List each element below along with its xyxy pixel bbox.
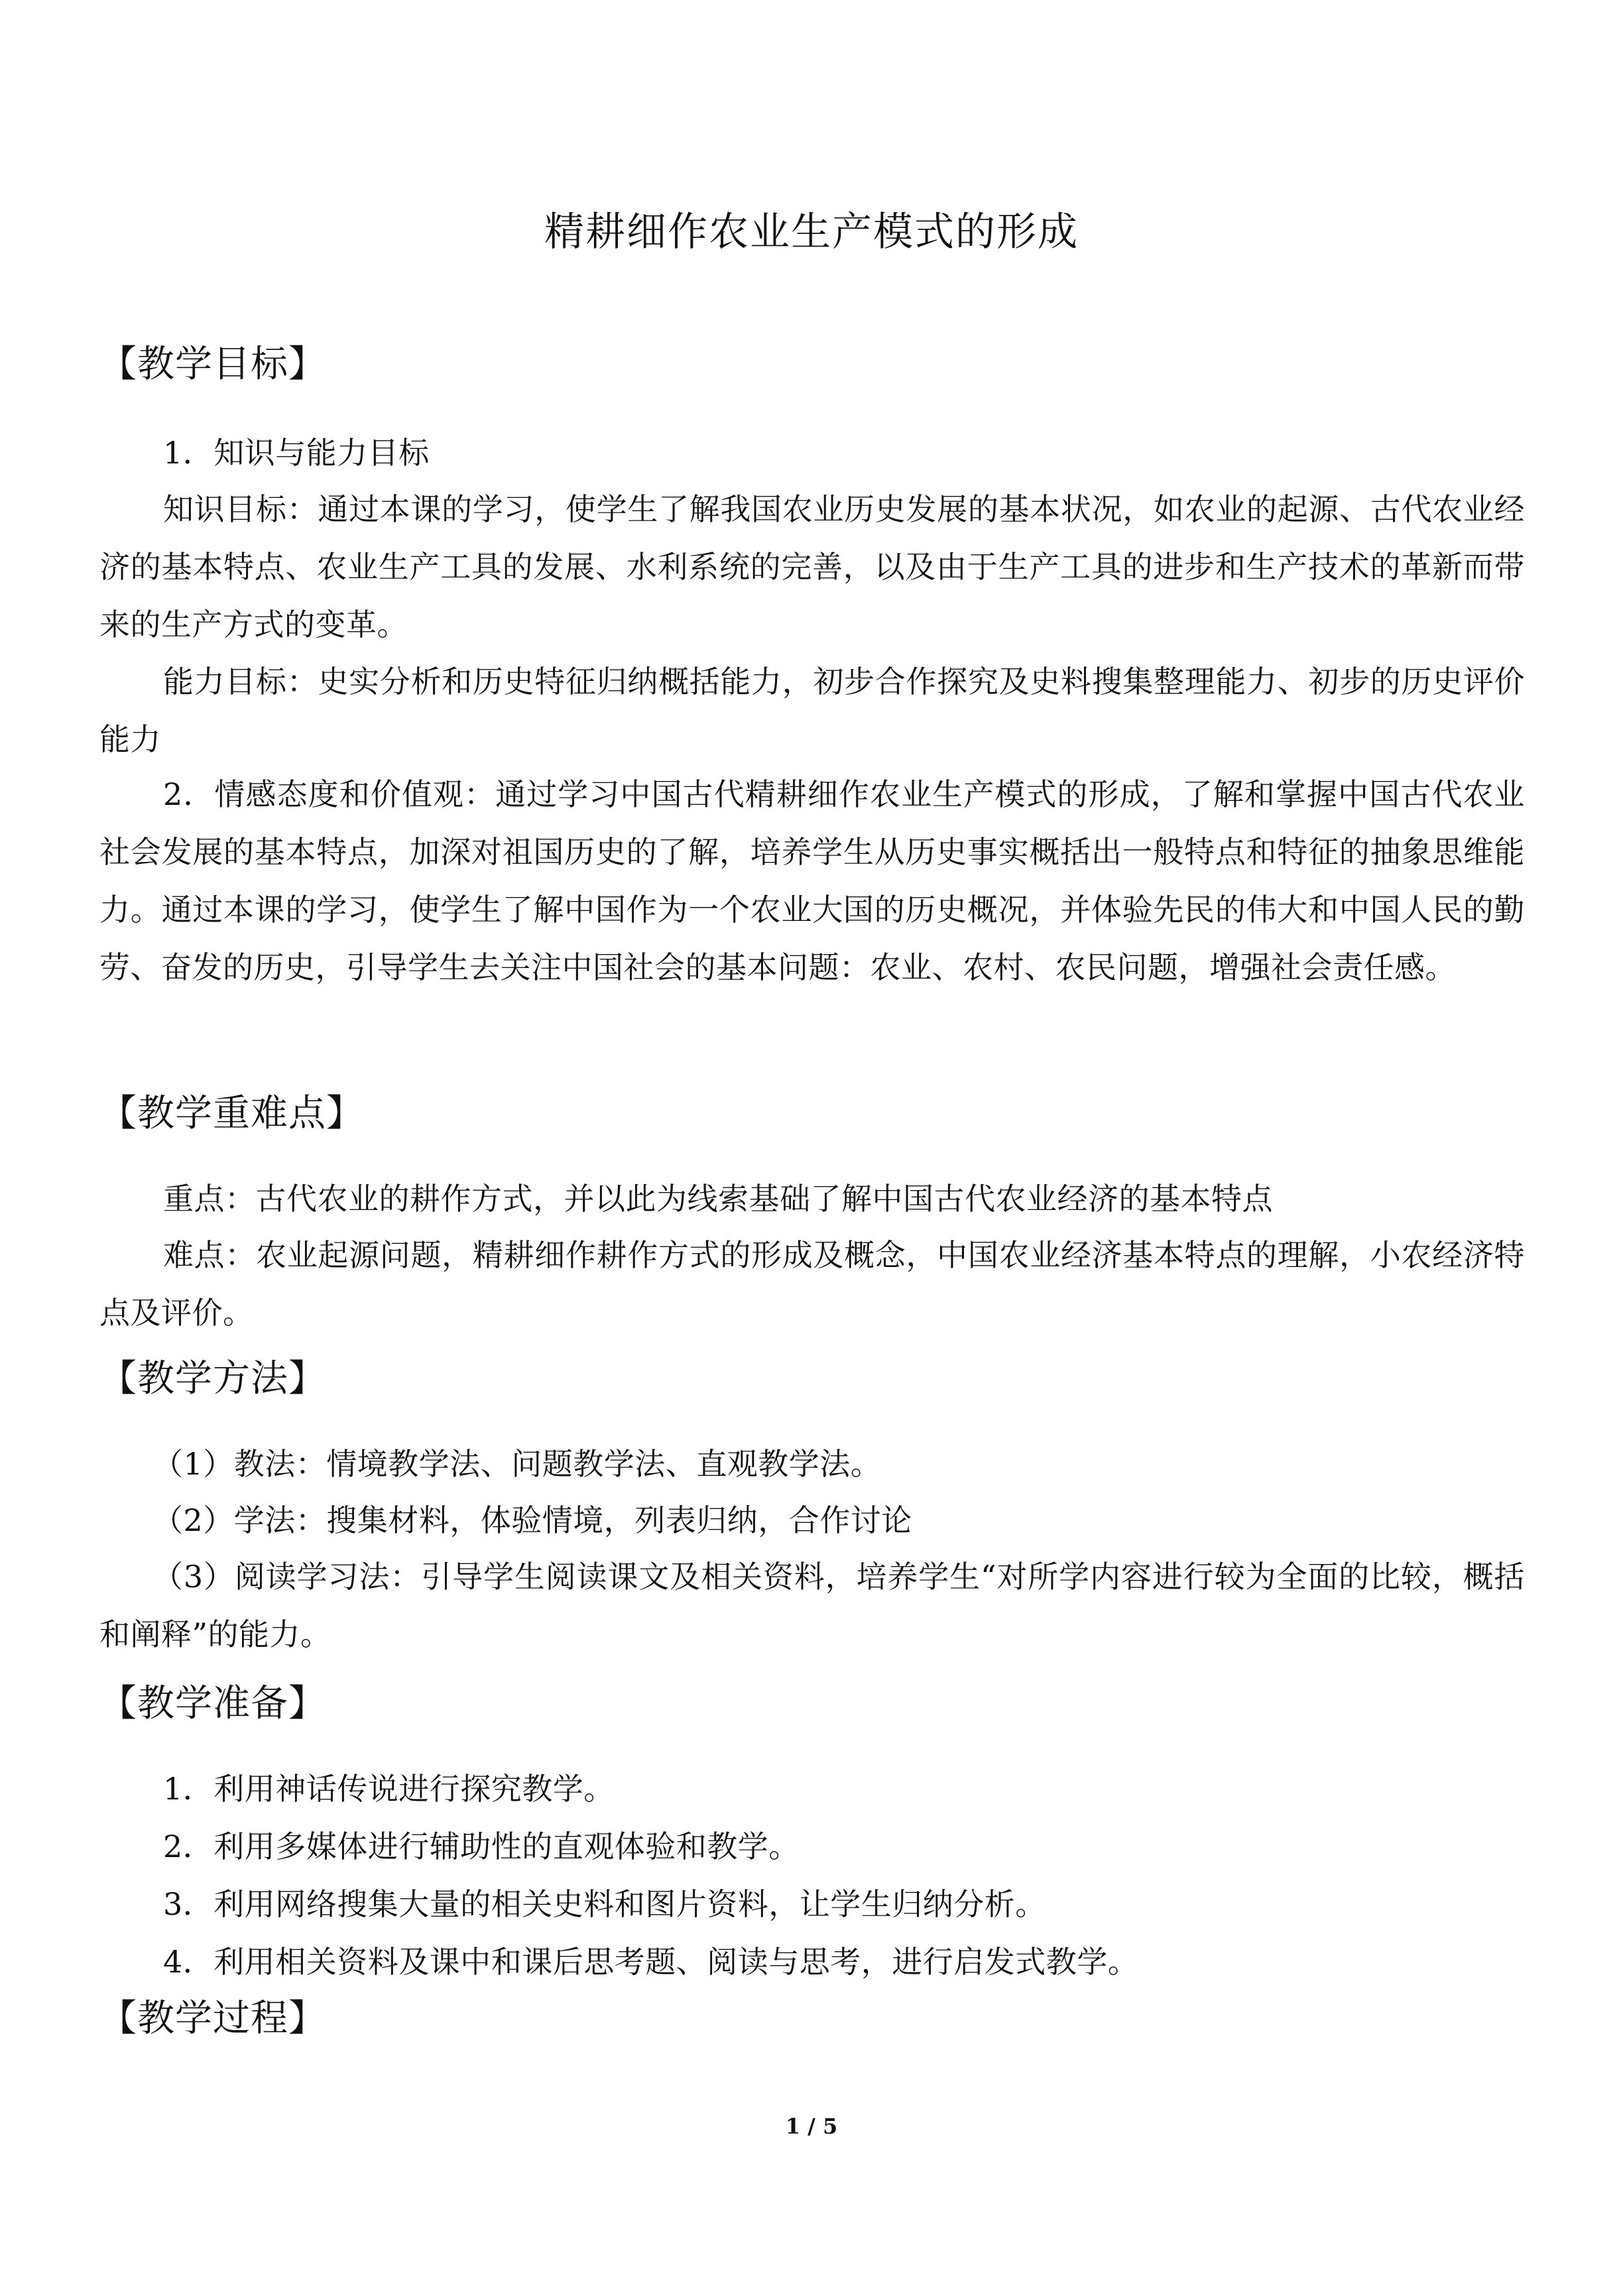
difficult-point-paragraph: 难点：农业起源问题，精耕细作耕作方式的形成及概念，中国农业经济基本特点的理解，小农经济特点及评价。 — [99, 1237, 1525, 1331]
preparation-item-3: 3．利用网络搜集大量的相关史料和图片资料，让学生归纳分析。 — [163, 1886, 1046, 1922]
method-item-3: （3）阅读学习法：引导学生阅读课文及相关资料，培养学生“对所学内容进行较为全面的比较，概括和阐释”的能力。 — [99, 1559, 1525, 1652]
objectives-knowledge-paragraph: 知识目标：通过本课的学习，使学生了解我国农业历史发展的基本状况，如农业的起源、古代农业经济的基本特点、农业生产工具的发展、水利系统的完善，以及由于生产工具的进步和生产技术的革新而带来的生产方式的变革。 — [99, 491, 1525, 642]
key-point-paragraph: 重点：古代农业的耕作方式，并以此为线索基础了解中国古代农业经济的基本特点 — [163, 1181, 1273, 1217]
objectives-ability-paragraph: 能力目标：史实分析和历史特征归纳概括能力，初步合作探究及史料搜集整理能力、初步的历史评价能力 — [99, 664, 1525, 757]
section-heading-methods: 【教学方法】 — [99, 1357, 326, 1400]
section-heading-key-points: 【教学重难点】 — [99, 1092, 364, 1135]
section-heading-preparation: 【教学准备】 — [99, 1682, 326, 1725]
section-heading-process: 【教学过程】 — [99, 1997, 326, 2040]
preparation-item-1: 1．利用神话传说进行探究教学。 — [163, 1771, 615, 1807]
preparation-item-4: 4．利用相关资料及课中和课后思考题、阅读与思考，进行启发式教学。 — [163, 1944, 1139, 1980]
objectives-item-1: 1．知识与能力目标 — [163, 435, 430, 471]
method-item-2: （2）学法：搜集材料，体验情境，列表归纳，合作讨论 — [152, 1502, 912, 1538]
page-number: 1 / 5 — [785, 2114, 838, 2139]
method-item-1: （1）教法：情境教学法、问题教学法、直观教学法。 — [152, 1446, 882, 1482]
preparation-item-2: 2．利用多媒体进行辅助性的直观体验和教学。 — [163, 1829, 800, 1864]
section-heading-objectives: 【教学目标】 — [99, 343, 326, 386]
page-title: 精耕细作农业生产模式的形成 — [544, 209, 1079, 255]
objectives-values-paragraph: 2．情感态度和价值观：通过学习中国古代精耕细作农业生产模式的形成，了解和掌握中国古代农业社会发展的基本特点，加深对祖国历史的了解，培养学生从历史事实概括出一般特点和特征的抽象思维能力。通过本课的学习，使学生了解中国作为一个农业大国的历史概况，并体验先民的伟大和中国人民的勤劳、奋发的历史，引导学生去关注中国社会的基本问题：农业、农村、农民问题，增强社会责任感。 — [99, 776, 1525, 985]
